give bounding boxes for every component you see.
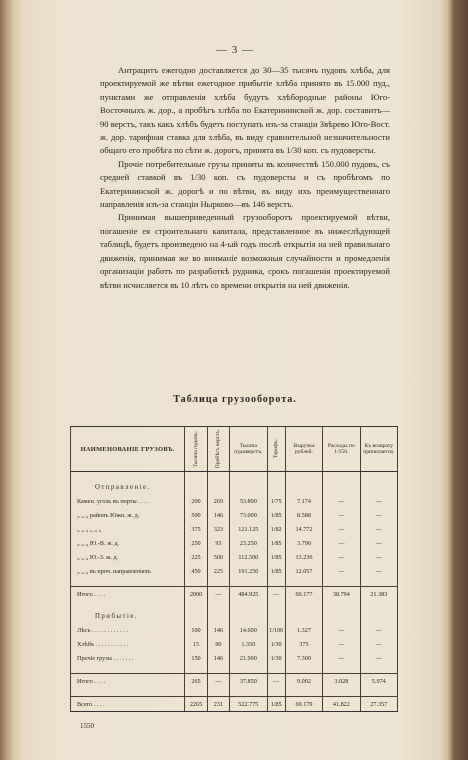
table-cell: [360, 609, 397, 623]
table-cell: 146: [207, 508, 229, 522]
table-cell: [285, 665, 322, 674]
grand-total-row: [71, 697, 398, 712]
document-page: [30, 34, 440, 744]
cargo-name: „ „ „ районъ Южн. ж. д.: [71, 508, 185, 522]
table-cell: 8.588: [285, 508, 322, 522]
table-cell: [323, 578, 360, 587]
table-cell: —: [360, 536, 397, 550]
table-cell: —: [360, 522, 397, 536]
table-cell: [285, 688, 322, 697]
table-cell: [267, 609, 285, 623]
table-cell: [360, 601, 397, 609]
table-cell: —: [360, 623, 397, 637]
table-cell: [71, 688, 185, 697]
table-cell: 225: [185, 550, 207, 564]
table-cell: 21.383: [360, 587, 397, 602]
subtotal-row: [71, 587, 398, 602]
table-cell: 2000: [185, 587, 207, 602]
section-heading-row: [71, 480, 398, 494]
table-cell: [230, 480, 267, 494]
table-cell: [230, 472, 267, 481]
table-cell: —: [360, 637, 397, 651]
table-cell: —: [323, 564, 360, 578]
body-text: [100, 64, 390, 292]
table-cell: [285, 609, 322, 623]
table-cell: —: [360, 564, 397, 578]
table-cell: —: [207, 587, 229, 602]
table-cell: 323: [207, 522, 229, 536]
cargo-name: „ „ „ Ю.-З. ж. д.: [71, 550, 185, 564]
header-run-versts: Пробѣгъ верстъ.: [207, 427, 229, 472]
table-cell: 1/75: [267, 494, 285, 508]
table-cell: 100: [185, 623, 207, 637]
table-cell: —: [323, 522, 360, 536]
table-cell: [267, 601, 285, 609]
cargo-name: Прочіе грузы . . . . . . .: [71, 651, 185, 665]
table-cell: 69.179: [285, 697, 322, 712]
table-cell: 15: [185, 637, 207, 651]
table-cell: [323, 472, 360, 481]
header-tariff: Тарифъ.: [267, 427, 285, 472]
table-cell: 450: [185, 564, 207, 578]
table-cell: 27.357: [360, 697, 397, 712]
table-cell: 522.775: [230, 697, 267, 712]
cargo-name: „ „ „ „ „ „: [71, 522, 185, 536]
table-cell: 1/100: [267, 623, 285, 637]
table-cell: 2265: [185, 697, 207, 712]
table-cell: [71, 601, 185, 609]
table-cell: —: [323, 550, 360, 564]
cargo-name: Хлѣбъ . . . . . . . . . . .: [71, 637, 185, 651]
table-cell: [185, 601, 207, 609]
table-cell: [267, 578, 285, 587]
table-cell: —: [323, 623, 360, 637]
table-cell: 3.790: [285, 536, 322, 550]
table-cell: —: [360, 494, 397, 508]
table-cell: 5.974: [360, 674, 397, 689]
table-row: [71, 550, 398, 564]
table-cell: [267, 688, 285, 697]
table-cell: [230, 609, 267, 623]
table-row: [71, 536, 398, 550]
table-cell: 200: [185, 494, 207, 508]
table-cell: 1/30: [267, 637, 285, 651]
table-cell: 9.002: [285, 674, 322, 689]
section-title: Отправленіе.: [71, 480, 185, 494]
table-cell: [267, 472, 285, 481]
table-cell: 3.028: [323, 674, 360, 689]
table-cell: [207, 472, 229, 481]
header-to-return: Къ возврату причитается.: [360, 427, 397, 472]
table-cell: —: [360, 550, 397, 564]
table-row: [71, 637, 398, 651]
page-number: — 3 —: [216, 44, 254, 56]
table-cell: 60.177: [285, 587, 322, 602]
table-cell: [285, 480, 322, 494]
table-cell: [285, 601, 322, 609]
freight-table: [70, 426, 398, 712]
table-cell: [207, 665, 229, 674]
table-cell: [285, 472, 322, 481]
header-name: НАИМЕНОВАНІЕ ГРУЗОВЪ.: [71, 427, 185, 472]
section-title: Прибытіе.: [71, 609, 185, 623]
table-cell: —: [360, 651, 397, 665]
table-cell: 1/85: [267, 508, 285, 522]
table-cell: —: [323, 637, 360, 651]
table-cell: —: [207, 674, 229, 689]
table-cell: [267, 665, 285, 674]
table-cell: [323, 609, 360, 623]
table-cell: 1/85: [267, 536, 285, 550]
table-cell: 269: [207, 494, 229, 508]
table-cell: 146: [207, 623, 229, 637]
table-cell: [230, 578, 267, 587]
table-cell: [185, 578, 207, 587]
table-cell: [207, 601, 229, 609]
table-cell: 250: [185, 536, 207, 550]
table-cell: —: [267, 587, 285, 602]
table-cell: 500: [185, 508, 207, 522]
table-cell: [285, 578, 322, 587]
table-cell: [323, 480, 360, 494]
table-cell: [267, 480, 285, 494]
table-cell: 150: [185, 651, 207, 665]
table-row: [71, 564, 398, 578]
table-cell: 231: [207, 697, 229, 712]
table-cell: 121.125: [230, 522, 267, 536]
table-cell: [207, 578, 229, 587]
table-cell: 90: [207, 637, 229, 651]
table-cell: 1/85: [267, 550, 285, 564]
cargo-name: Итого . . . .: [71, 587, 185, 602]
cargo-name: „ „ „ Ю.-В. ж. д.: [71, 536, 185, 550]
table-title: Таблица грузооборота.: [173, 394, 297, 405]
table-cell: 1/85: [267, 697, 285, 712]
table-cell: [185, 609, 207, 623]
table-cell: 14.772: [285, 522, 322, 536]
table-header-row: [71, 427, 398, 472]
paragraph: Принимая вышеприведенный грузооборотъ проектируемой вѣтви, погашеніе ея строительнаго капитала, представленное въ нижеслѣдующей таблицѣ, будетъ произведено на 4-ый годъ послѣ открытія на ней правильнаго движенія, принимая же во вниманіе возможныя случайности и промедленія организаціи работъ по разработкѣ рудника, срокъ погашенія проектируемой вѣтви исчисляется въ 10 лѣтъ со времени открытія на ней движенія.: [100, 212, 390, 290]
cargo-name: Камен. уголь въ порты . . . .: [71, 494, 185, 508]
spacer-row: [71, 665, 398, 674]
table-row: [71, 522, 398, 536]
table-row: [71, 623, 398, 637]
table-cell: [360, 578, 397, 587]
table-cell: 14.600: [230, 623, 267, 637]
table-cell: 225: [207, 564, 229, 578]
header-thousand-poods: Тысяча пудовъ.: [185, 427, 207, 472]
table-cell: [185, 688, 207, 697]
table-cell: [360, 472, 397, 481]
table-cell: 1.327: [285, 623, 322, 637]
table-cell: 375: [285, 637, 322, 651]
spacer-row: [71, 688, 398, 697]
table-cell: [360, 688, 397, 697]
table-cell: [185, 665, 207, 674]
header-revenue: Выручка рублей.: [285, 427, 322, 472]
spacer-row: [71, 472, 398, 481]
table-row: [71, 651, 398, 665]
table-cell: [207, 609, 229, 623]
table-cell: 13.236: [285, 550, 322, 564]
table-cell: [185, 472, 207, 481]
table-cell: —: [267, 674, 285, 689]
table-cell: [185, 480, 207, 494]
table-cell: 1/85: [267, 564, 285, 578]
table-cell: 101.250: [230, 564, 267, 578]
table-row: [71, 494, 398, 508]
table-cell: [323, 601, 360, 609]
table-cell: 37.850: [230, 674, 267, 689]
table-cell: 53.800: [230, 494, 267, 508]
header-thousand-poodversts: Тысяча пудоверстъ.: [230, 427, 267, 472]
footer-number: 1550: [80, 722, 94, 730]
table-cell: 7.174: [285, 494, 322, 508]
table-cell: [360, 665, 397, 674]
table-cell: [71, 665, 185, 674]
table-cell: [230, 665, 267, 674]
table-cell: 21.900: [230, 651, 267, 665]
cargo-name: Лѣсъ . . . . . . . . . . . .: [71, 623, 185, 637]
table-cell: [207, 688, 229, 697]
table-cell: 23.250: [230, 536, 267, 550]
table-cell: 375: [185, 522, 207, 536]
table-cell: 146: [207, 651, 229, 665]
table-cell: —: [323, 536, 360, 550]
table-cell: 41.822: [323, 697, 360, 712]
table-row: [71, 508, 398, 522]
table-cell: [360, 480, 397, 494]
table-cell: 484.925: [230, 587, 267, 602]
section-heading-row: [71, 609, 398, 623]
table-cell: [207, 480, 229, 494]
table-cell: [230, 688, 267, 697]
table-cell: 1.350: [230, 637, 267, 651]
table-cell: 38.794: [323, 587, 360, 602]
table-cell: [323, 665, 360, 674]
table-cell: 7.300: [285, 651, 322, 665]
table-cell: 1/82: [267, 522, 285, 536]
table-cell: [71, 472, 185, 481]
header-expenses: Расходы по 1/150.: [323, 427, 360, 472]
paragraph: Прочіе потребительные грузы приняты въ количествѣ 150.000 пудовъ, съ средней ставкой въ 1/30 коп. съ пудоверсты и съ пробѣгомъ по Екатерининской ж. дорогѣ и по вѣтви, въ виду ихъ преимущественнаго направленія изъ-за станціи Нырково—въ 146 верстъ.: [100, 158, 390, 210]
subtotal-row: [71, 674, 398, 689]
table-cell: [230, 601, 267, 609]
table-cell: —: [323, 494, 360, 508]
table-cell: [71, 578, 185, 587]
table-cell: [323, 688, 360, 697]
table-cell: —: [360, 508, 397, 522]
paragraph: Антрацитъ ежегодно доставляется до 30—35 тысячъ пудовъ хлѣба, для проектируемой же вѣтви ежегодное прибытіе хлѣба принято въ 15.000 пуд., пунктами же отправленія хлѣба будутъ хлѣбородные районы Юго-Восточныхъ ж. дор., а пробѣгъ хлѣба по Екатерининской ж. дор. составитъ—90 верстъ, такъ какъ хлѣбъ будетъ поступать изъ-за станціи Звѣрево Юго-Вост. ж. дор. тарифная ставка для хлѣба, въ виду сравнительной незначительности общаго его пробѣга по сѣти ж. дорогъ, принята въ 1/30 коп. съ пудоверсты.: [100, 65, 390, 156]
table-cell: 1/30: [267, 651, 285, 665]
table-cell: —: [323, 651, 360, 665]
table-cell: —: [323, 508, 360, 522]
table-cell: 12.057: [285, 564, 322, 578]
table-cell: 265: [185, 674, 207, 689]
table-cell: 73.000: [230, 508, 267, 522]
spacer-row: [71, 601, 398, 609]
table-body: [71, 472, 398, 712]
table-cell: 93: [207, 536, 229, 550]
spacer-row: [71, 578, 398, 587]
table-cell: 500: [207, 550, 229, 564]
cargo-name: „ „ „ въ проч. направленіяхъ: [71, 564, 185, 578]
table-cell: 112.500: [230, 550, 267, 564]
cargo-name: Всего . . . .: [71, 697, 185, 712]
cargo-name: Итого . . . .: [71, 674, 185, 689]
